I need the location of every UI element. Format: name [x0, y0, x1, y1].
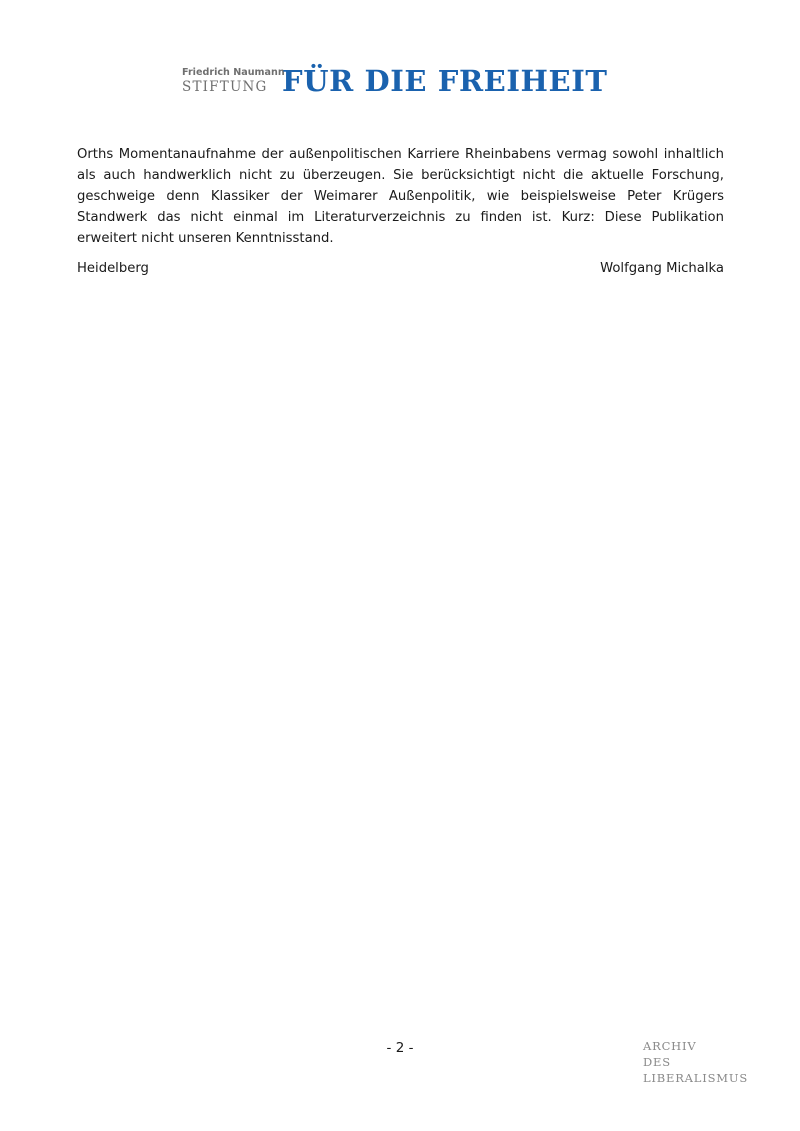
- page-number: - 2 -: [386, 1040, 414, 1056]
- archive-line-archiv: ARCHIV: [643, 1039, 697, 1053]
- review-paragraph: Orths Momentanaufnahme der außenpolitischen Karriere Rheinbabens vermag sowohl inhaltlich als auch handwerklich nicht zu überzeugen. Sie berücksichtigt nicht die aktuelle Forschung, geschweige denn Klassiker der Weimarer Außenpolitik, wie beispielsweise Peter Krügers Standwerk das nicht einmal im Literaturverzeichnis zu finden ist. Kurz: Diese Publikation erweitert nicht unseren Kenntnisstand.: [77, 147, 724, 246]
- signature-author: Wolfgang Michalka: [600, 261, 724, 276]
- logo-slogan: FÜR DIE FREIHEIT: [282, 64, 608, 98]
- logo-wordmark-small: [182, 64, 285, 95]
- logo-line-stiftung: STIFTUNG: [182, 79, 268, 95]
- archive-logo: [643, 1038, 748, 1086]
- archive-line-liberalismus: LIBERALISMUS: [643, 1071, 748, 1085]
- logo-line-friedrich-naumann: Friedrich Naumann: [182, 67, 285, 78]
- foundation-logo: [182, 64, 612, 100]
- signature-place: Heidelberg: [77, 261, 149, 276]
- archive-line-des: DES: [643, 1055, 671, 1069]
